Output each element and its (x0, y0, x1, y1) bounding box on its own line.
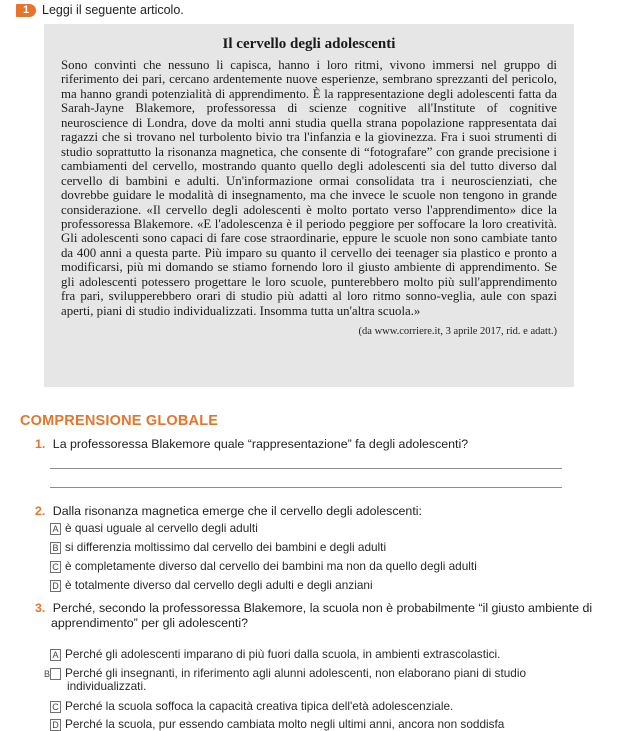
checkbox[interactable]: C (50, 561, 61, 573)
checkbox[interactable]: A (50, 649, 61, 661)
option-2c[interactable] (50, 560, 610, 573)
checkbox[interactable]: D (50, 580, 61, 592)
question-2 (35, 504, 610, 519)
option-2a[interactable] (50, 522, 610, 535)
question-number: 3. (35, 601, 46, 615)
question-number: 2. (35, 504, 46, 518)
answer-line[interactable] (50, 468, 562, 469)
exercise-header (16, 3, 184, 17)
question-text: La professoressa Blakemore quale “rappresentazione” fa degli adolescenti? (52, 437, 469, 451)
option-text: è completamente diverso dal cervello dei bambini ma non da quello degli adulti (65, 559, 477, 573)
option-3b[interactable] (43, 666, 582, 693)
option-text: Perché la scuola soffoca la capacità creativa tipica dell'età adolescenziale. (65, 699, 454, 713)
question-text: Perché, secondo la professoressa Blakemore, la scuola non è probabilmente “il giusto ambiente di apprendimento” per gli adolescenti? (51, 601, 593, 630)
option-2b[interactable] (50, 541, 610, 554)
question-text: Dalla risonanza magnetica emerge che il cervello degli adolescenti: (52, 504, 422, 518)
section-title: COMPRENSIONE GLOBALE (20, 413, 219, 429)
article-title: Il cervello degli adolescenti (222, 36, 396, 52)
article-body: Sono convinti che nessuno li capisca, hanno i loro ritmi, vivono immersi nel gruppo di riferimento dei pari, cercano ardentemente nuove esperienze, sembrano sprezzanti del pericolo, ma hanno grandi potenzialità di apprendimento. È la rappresentazione degli adolescenti fatta da Sarah-Jayne Blakemore, professoressa di scienze cognitive all'Institute of cognitive neuroscience di Londra, dove da molti anni studia quella strana popolazione rappresentata dai ragazzi che si trovano nel turbolento bivio tra l'infanzia e la giovinezza. Fra i suoi strumenti di studio soprattutto la risonanza magnetica, che consente di “fotografare” con grande precisione i cambiamenti del cervello, mostrando quanto quello degli adolescenti sia del tutto diverso dal cervello di bambini e adulti. Un'informazione ormai consolidata tra i neuroscienziati, che dovrebbe guidare le modalità di insegnamento, ma che invece le scuole non tengono in grande considerazione. «Il cervello degli adolescenti è molto portato verso l'apprendimento» dice la professoressa Blakemore. «E l'adolescenza è il periodo peggiore per soffocare la loro creatività. Gli adolescenti sono capaci di fare cose straordinarie, eppure le scuole non sono cambiate tanto da 400 anni a questa parte. Più imparo su quanto il cervello dei teenager sia plastico e pronto a modificarsi, più mi domando se stiamo fornendo loro il giusto ambiente di apprendimento. Se gli adolescenti potessero progettare le loro scuole, punterebbero molto più sull'apprendimento fra pari, svilupperebbero orari di studio più adatti al loro ritmo sonno-veglia, aule con spazi aperti, piani di studio individualizzati. Insomma tutta un'altra scuola.» (61, 58, 557, 318)
option-2d[interactable] (50, 579, 610, 592)
exercise-number-badge: 1 (16, 4, 36, 17)
checkbox[interactable]: B (50, 542, 61, 554)
exercise-instruction: Leggi il seguente articolo. (42, 3, 184, 17)
article-box (44, 24, 574, 387)
checkbox[interactable]: C (50, 701, 61, 713)
answer-line[interactable] (50, 487, 562, 488)
question-1 (35, 437, 610, 452)
article-source: (da www.corriere.it, 3 aprile 2017, rid. e adatt.) (358, 326, 557, 338)
question-number: 1. (35, 437, 46, 451)
option-text: Perché gli insegnanti, in riferimento agli alunni adolescenti, non elaborano piani di studio individualizzati. (65, 666, 527, 693)
option-text: Perché gli adolescenti imparano di più fuori dalla scuola, in ambienti extrascolastici. (65, 647, 501, 661)
option-text: si differenzia moltissimo dal cervello dei bambini e degli adulti (65, 540, 387, 554)
option-text: è quasi uguale al cervello degli adulti (65, 521, 258, 535)
option-text: è totalmente diverso dal cervello degli adulti e degli anziani (65, 578, 373, 592)
checkbox[interactable]: B (50, 668, 61, 680)
option-text: Perché la scuola, pur essendo cambiata molto negli ultimi anni, ancora non soddisfa (65, 717, 505, 731)
option-3c[interactable] (50, 700, 610, 713)
question-3 (35, 601, 626, 631)
checkbox[interactable]: D (50, 719, 61, 731)
option-3d[interactable] (50, 718, 610, 731)
option-3a[interactable] (50, 648, 610, 661)
checkbox[interactable]: A (50, 523, 61, 535)
